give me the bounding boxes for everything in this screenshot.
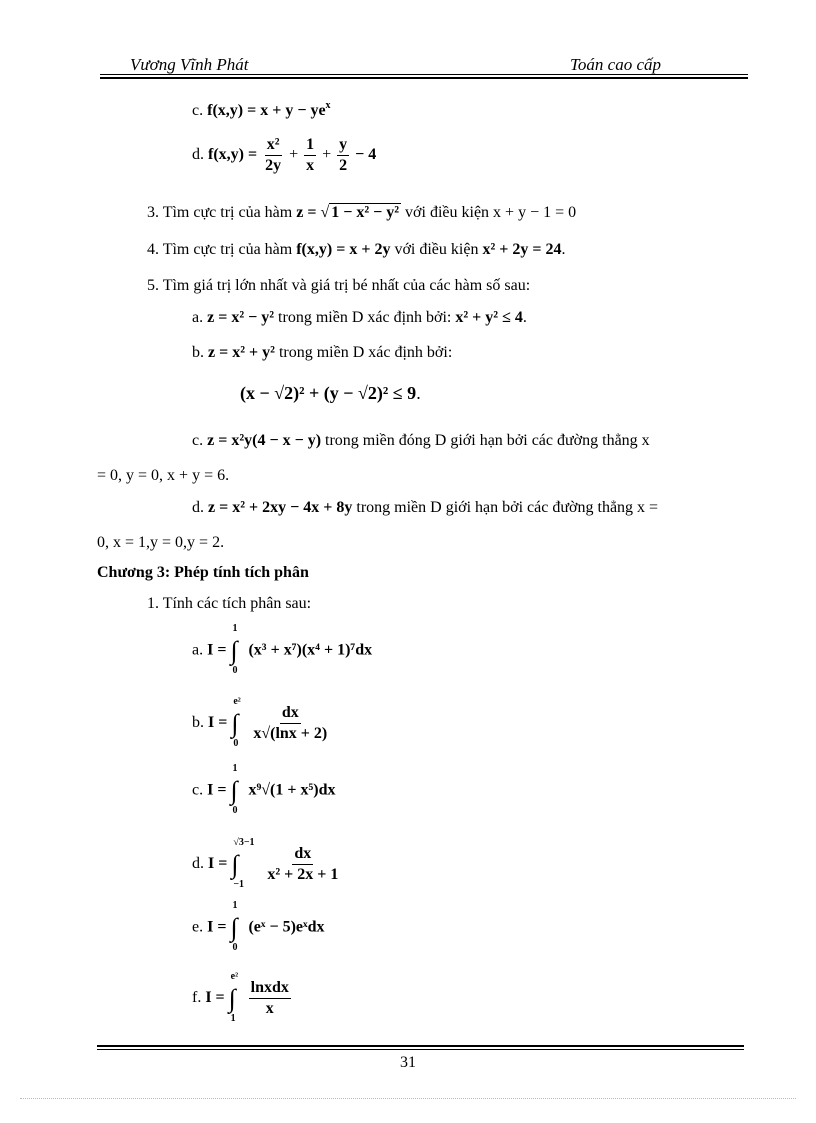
integral-a: a. I = ∫ 1 0 (x³ + x⁷)(x⁴ + 1)⁷dx [192,623,373,676]
ex2d-frac2: $\frac{1}{x}$ [306,136,315,174]
ex4-cond-text: với điều kiện [394,241,479,258]
ex2d-label: d. [192,146,204,164]
ex3-formula: z = [296,204,317,221]
ex3-radicand: 1 − x² − y² [331,204,400,221]
ex5b-line [192,345,452,361]
integral-sign: ∫ √3−1 −1 [231,836,255,890]
ex5d-label: d. [192,499,204,516]
ex5b-formula: z = x² + y² [208,344,275,361]
ex5c-continuation: = 0, y = 0, x + y = 6. [97,467,230,484]
ex4-line: 4. Tìm cực trị của hàm f(x,y) = x + 2y với điều kiện x² + 2y = 24. [147,241,566,258]
integral-e: e. I = ∫ 1 0 (eˣ − 5)eˣdx [192,900,325,953]
ex2d-frac1: $\frac{\text{x²}}{2y}$ [265,136,282,174]
integral-sign: ∫ e² 1 [228,970,239,1024]
ex5d-text: trong miền D giới hạn bởi các đường thẳng x = [356,499,659,516]
ex5a-text: trong miền D xác định bởi: [278,309,452,326]
integral-sign: ∫ e² 0 [231,695,241,749]
chapter-heading: Chương 3: Phép tính tích phân [97,564,309,581]
ex2c-line [192,100,331,119]
ex3-condition: với điều kiện x + y − 1 = 0 [405,204,577,221]
ex5c-text: trong miền đóng D giới hạn bởi các đường thẳng x [325,432,650,449]
ex5b-text: trong miền D xác định bởi: [278,344,453,361]
ex2d-lhs: f(x,y) = [208,146,258,164]
ex5c-label: c. [192,432,204,449]
integral-f: f. I = ∫ e² 1 $\frac{\text{lnxdx}}{x}$ [192,970,289,1024]
integral-d: d. I = ∫ √3−1 −1 $\frac{dx}{\text{x² + 2x + 1}}$ [192,836,339,890]
item-1: 1. Tính các tích phân sau: [147,595,312,612]
ex3-text: 3. Tìm cực trị của hàm [147,204,293,221]
header-rule-thick [100,77,748,79]
ex5c-line [192,433,650,449]
ex2c-label: c. [192,102,204,119]
ex4-formula: f(x,y) = x + 2y [296,241,391,258]
ex3-line: 3. Tìm cực trị của hàm z = √ 1 − x² − y² với điều kiện x + y − 1 = 0 [147,204,577,221]
ex5a-line: a. z = x² − y² trong miền D xác định bởi: x² + y² ≤ 4. [192,309,527,326]
ex5a-condition: x² + y² ≤ 4 [455,309,523,326]
footer-rule-thick [97,1045,744,1047]
ex5-line: 5. Tìm giá trị lớn nhất và giá trị bé nhất của các hàm số sau: [147,277,531,294]
ex2c-formula: f(x,y) = x + y − ye [207,102,326,119]
integral-sign: ∫ 1 0 [230,623,238,676]
ex5d-line [192,500,658,516]
header-author: Vương Vĩnh Phát [130,55,249,74]
ex5d-continuation: 0, x = 1,y = 0,y = 2. [97,534,225,551]
integral-c: c. I = ∫ 1 0 x⁹√(1 + x⁵)dx [192,763,336,816]
ex5c-formula: z = x²y(4 − x − y) [207,432,322,449]
integral-sign: ∫ 1 0 [230,763,238,816]
ex5b-condition-line: (x − √2)² + (y − √2)² ≤ 9. [240,383,421,403]
ex2c-sup: x [325,100,331,111]
ex2d-line: d. f(x,y) = $\frac{\text{x²}}{2y}$ + $\frac{1}{x}$ + $\frac{y}{2}$ − 4 [192,136,377,174]
page-bottom-border [20,1098,796,1099]
footer-rule-thin [97,1049,744,1050]
ex5d-formula: z = x² + 2xy − 4x + 8y [208,499,353,516]
ex4-text: 4. Tìm cực trị của hàm [147,241,293,258]
ex4-condition: x² + 2y = 24 [482,241,562,258]
ex5a-formula: z = x² − y² [207,309,275,326]
integral-b: b. I = ∫ e² 0 $\frac{dx}{x√(\ln x + 2)}$ [192,695,328,749]
header-rule-thin [100,74,748,75]
integral-sign: ∫ 1 0 [230,900,238,953]
page-number: 31 [400,1054,416,1071]
ex2d-tail: − 4 [355,146,377,164]
ex2d-frac3: $\frac{y}{2}$ [339,136,348,174]
header-subject: Toán cao cấp [570,55,661,74]
ex5a-label: a. [192,309,204,326]
ex5b-condition: (x − √2)² + (y − √2)² ≤ 9 [240,383,417,403]
ex5b-label: b. [192,344,204,361]
